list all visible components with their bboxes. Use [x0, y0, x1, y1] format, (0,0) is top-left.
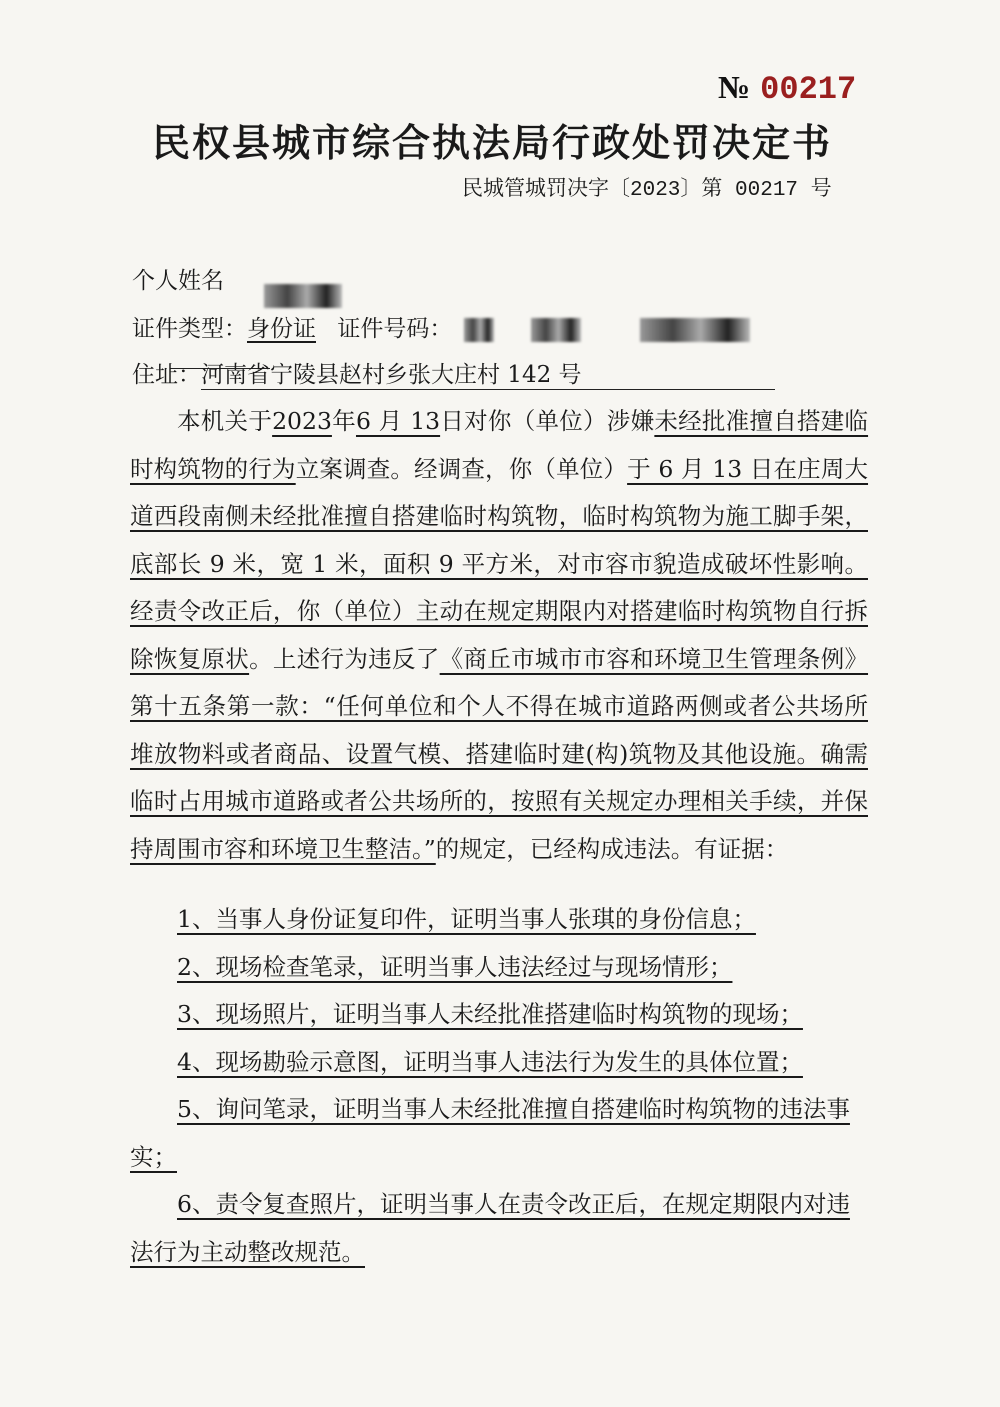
address-label: 住址：: [132, 362, 201, 388]
evidence-item: [130, 1086, 868, 1181]
evidence-item: [130, 944, 868, 992]
id-redaction-2: [531, 318, 581, 342]
case-facts: 于 6 月 13 日在庄周大道西段南侧未经批准擅自搭建临时构筑物，临时构筑物为施工脚手架，底部长 9 米，宽 1 米，面积 9 平方米，对市容市貌造成破坏性影响。经责令改正后，你（单位）主动在规定期限内对搭建临时构筑物自行拆除恢复原状: [130, 454, 869, 673]
serial-number: [718, 68, 856, 108]
case-cause: 未经批准擅自搭建临时构筑物的行为: [130, 407, 869, 483]
id-type-label: 证件类型：: [132, 316, 247, 342]
address-value: 河南省宁陵县赵村乡张大庄村 142 号: [201, 361, 775, 390]
evidence-text: 3、现场照片，证明当事人未经批准搭建临时构筑物的现场；: [177, 1000, 803, 1028]
violated-law: 《商丘市城市市容和环境卫生管理条例》第十五条第一款：“任何单位和个人不得在城市道路两侧或者公共场所堆放物料或者商品、设置气模、搭建临时建(构)筑物及其他设施。确需临时占用城市道路或者公共场所的，按照有关规定办理相关手续，并保持周围市容和环境卫生整洁。”: [130, 644, 869, 863]
address-row: [132, 356, 775, 390]
name-row: [132, 262, 224, 295]
body-text: 。上述行为违反了: [249, 644, 440, 673]
evidence-item: [130, 991, 868, 1039]
body-text: 本机关于: [177, 407, 273, 435]
body-text: 立案调查。经调查，你（单位）: [295, 454, 628, 483]
id-redaction-1: [464, 318, 494, 342]
serial-symbol: №: [718, 69, 751, 105]
evidence-item: [130, 1181, 868, 1276]
name-label: 个人姓名: [132, 268, 224, 294]
id-type-value: 身份证: [247, 316, 316, 342]
id-number-label: 证件号码：: [337, 316, 453, 342]
document-title: 民权县城市综合执法局行政处罚决定书: [152, 120, 833, 165]
case-year: 2023: [272, 407, 332, 435]
name-redaction: [264, 284, 342, 308]
evidence-list: [130, 896, 868, 1276]
body-text: 日对你（单位）涉嫌: [440, 407, 655, 435]
evidence-text: 6、责令复查照片，证明当事人在责令改正后，在规定期限内对违法行为主动整改规范。: [130, 1190, 850, 1266]
body-text: 年: [331, 407, 356, 435]
body-paragraph: [130, 398, 868, 873]
evidence-text: 5、询问笔录，证明当事人未经批准擅自搭建临时构筑物的违法事实；: [130, 1095, 850, 1171]
evidence-item: [130, 1039, 868, 1087]
document-number: 民城管城罚决字〔2023〕第 00217 号: [462, 179, 832, 202]
body-text: 的规定，已经构成违法。有证据：: [435, 834, 789, 863]
decision-body: [130, 398, 868, 873]
id-redaction-3: [640, 318, 750, 342]
evidence-item: [130, 896, 868, 944]
evidence-text: 4、现场勘验示意图，证明当事人违法行为发生的具体位置；: [177, 1047, 803, 1076]
evidence-text: 1、当事人身份证复印件，证明当事人张琪的身份信息；: [177, 905, 756, 933]
serial-value: 00217: [760, 71, 857, 108]
case-date: 6 月 13: [355, 407, 441, 435]
evidence-text: 2、现场检查笔录，证明当事人违法经过与现场情形；: [177, 952, 733, 981]
